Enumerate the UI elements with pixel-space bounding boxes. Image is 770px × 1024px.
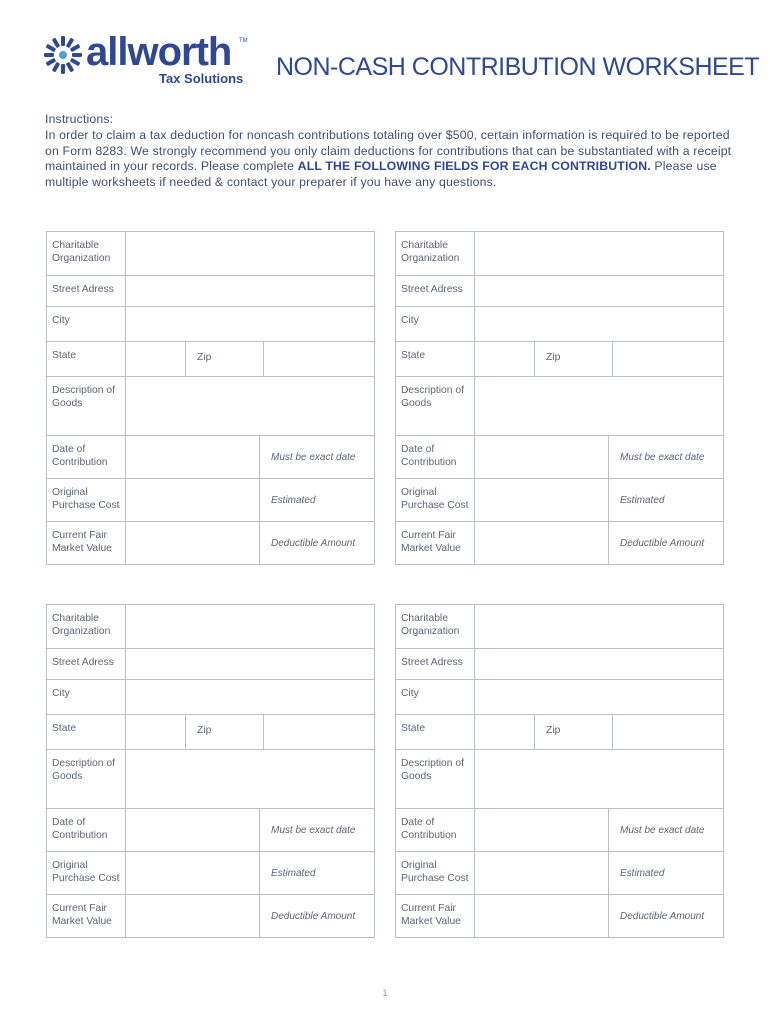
- page-title: NON-CASH CONTRIBUTION WORKSHEET: [276, 53, 760, 81]
- instructions-emphasis: ALL THE FOLLOWING FIELDS FOR EACH CONTRIBUTION.: [297, 159, 651, 174]
- row-description: [47, 750, 374, 809]
- street-field[interactable]: [126, 276, 374, 306]
- row-date: [47, 809, 374, 852]
- label-state: State: [396, 342, 475, 376]
- hint-fair-value: Deductible Amount: [620, 910, 705, 922]
- row-city: [396, 307, 723, 342]
- contribution-card-3: [46, 604, 375, 938]
- row-original-cost: [47, 852, 374, 895]
- row-state-zip: [396, 715, 723, 750]
- instructions-text: In order to claim a tax deduction for noncash contributions totaling over $500, certain information is required to be reported on Form 8283. We strongly recommend you only claim deductions for contributions that can be substantiated with a receipt maintained in your records. Please complete: [45, 127, 732, 174]
- label-charitable-org: Charitable Organization: [396, 605, 475, 648]
- state-field[interactable]: [126, 342, 186, 376]
- instructions-body: [45, 128, 735, 191]
- zip-field[interactable]: [613, 715, 723, 749]
- label-fair-value: Current Fair Market Value: [396, 895, 475, 937]
- row-date: [47, 436, 374, 479]
- label-charitable-org: Charitable Organization: [396, 232, 475, 275]
- label-description: Description of Goods: [47, 750, 126, 808]
- label-state: State: [47, 342, 126, 376]
- row-fair-value: [47, 522, 374, 564]
- label-city: City: [47, 680, 126, 714]
- row-charitable-org: [47, 605, 374, 649]
- hint-original-cost: Estimated: [620, 867, 665, 879]
- contribution-card-1: [46, 231, 375, 565]
- instructions: [45, 112, 735, 191]
- hint-fair-value: Deductible Amount: [271, 537, 356, 549]
- label-description: Description of Goods: [47, 377, 126, 435]
- row-fair-value: [396, 895, 723, 937]
- hint-fair-value: Deductible Amount: [271, 910, 356, 922]
- label-state: State: [396, 715, 475, 749]
- contribution-card-4: [395, 604, 724, 938]
- row-street: [47, 649, 374, 680]
- row-fair-value: [47, 895, 374, 937]
- label-street: Street Adress: [47, 649, 126, 679]
- label-fair-value: Current Fair Market Value: [47, 522, 126, 564]
- label-original-cost: Original Purchase Cost: [47, 479, 126, 521]
- label-original-cost: Original Purchase Cost: [396, 852, 475, 894]
- label-original-cost: Original Purchase Cost: [47, 852, 126, 894]
- row-city: [396, 680, 723, 715]
- sunburst-logo-icon: [43, 35, 83, 75]
- brand-trademark: TM: [239, 38, 248, 44]
- hint-original-cost: Estimated: [271, 494, 316, 506]
- label-date: Date of Contribution: [47, 436, 126, 478]
- street-field[interactable]: [475, 649, 723, 679]
- charitable-org-field[interactable]: [475, 232, 723, 275]
- row-date: [396, 809, 723, 852]
- row-state-zip: [47, 715, 374, 750]
- row-city: [47, 307, 374, 342]
- brand-logo: [43, 32, 258, 92]
- row-street: [396, 649, 723, 680]
- row-charitable-org: [47, 232, 374, 276]
- charitable-org-field[interactable]: [126, 232, 374, 275]
- label-zip: Zip: [186, 715, 264, 749]
- label-description: Description of Goods: [396, 750, 475, 808]
- row-description: [47, 377, 374, 436]
- description-field[interactable]: [126, 750, 374, 808]
- hint-fair-value: Deductible Amount: [620, 537, 705, 549]
- row-fair-value: [396, 522, 723, 564]
- page-number: 1: [382, 988, 388, 998]
- hint-original-cost: Estimated: [271, 867, 316, 879]
- label-date: Date of Contribution: [396, 809, 475, 851]
- label-street: Street Adress: [47, 276, 126, 306]
- fair-value-field[interactable]: [475, 895, 609, 937]
- row-state-zip: [47, 342, 374, 377]
- row-city: [47, 680, 374, 715]
- label-street: Street Adress: [396, 649, 475, 679]
- label-original-cost: Original Purchase Cost: [396, 479, 475, 521]
- street-field[interactable]: [126, 649, 374, 679]
- label-description: Description of Goods: [396, 377, 475, 435]
- state-field[interactable]: [126, 715, 186, 749]
- label-fair-value: Current Fair Market Value: [396, 522, 475, 564]
- fair-value-field[interactable]: [126, 895, 260, 937]
- zip-field[interactable]: [264, 342, 374, 376]
- hint-date: Must be exact date: [620, 824, 705, 836]
- state-field[interactable]: [475, 342, 535, 376]
- hint-date: Must be exact date: [620, 451, 705, 463]
- label-fair-value: Current Fair Market Value: [47, 895, 126, 937]
- instructions-text-end: Please use multiple worksheets if needed & contact your preparer if you have any questions.: [45, 159, 717, 190]
- row-original-cost: [47, 479, 374, 522]
- label-city: City: [47, 307, 126, 341]
- label-state: State: [47, 715, 126, 749]
- date-field[interactable]: [126, 436, 260, 478]
- hint-original-cost: Estimated: [620, 494, 665, 506]
- date-field[interactable]: [475, 436, 609, 478]
- label-zip: Zip: [535, 715, 613, 749]
- row-date: [396, 436, 723, 479]
- original-cost-field[interactable]: [475, 479, 609, 521]
- label-city: City: [396, 680, 475, 714]
- label-date: Date of Contribution: [396, 436, 475, 478]
- row-charitable-org: [396, 232, 723, 276]
- label-city: City: [396, 307, 475, 341]
- original-cost-field[interactable]: [475, 852, 609, 894]
- fair-value-field[interactable]: [475, 522, 609, 564]
- original-cost-field[interactable]: [126, 479, 260, 521]
- hint-date: Must be exact date: [271, 451, 356, 463]
- city-field[interactable]: [475, 680, 723, 714]
- label-zip: Zip: [186, 342, 264, 376]
- charitable-org-field[interactable]: [475, 605, 723, 648]
- row-state-zip: [396, 342, 723, 377]
- description-field[interactable]: [126, 377, 374, 435]
- row-street: [396, 276, 723, 307]
- label-zip: Zip: [535, 342, 613, 376]
- label-street: Street Adress: [396, 276, 475, 306]
- brand-name: allworth: [86, 30, 232, 74]
- original-cost-field[interactable]: [126, 852, 260, 894]
- row-description: [396, 750, 723, 809]
- label-date: Date of Contribution: [47, 809, 126, 851]
- label-charitable-org: Charitable Organization: [47, 605, 126, 648]
- city-field[interactable]: [126, 680, 374, 714]
- city-field[interactable]: [126, 307, 374, 341]
- zip-field[interactable]: [264, 715, 374, 749]
- brand-subtitle: Tax Solutions: [159, 71, 244, 86]
- instructions-heading: Instructions:: [45, 112, 114, 126]
- row-street: [47, 276, 374, 307]
- charitable-org-field[interactable]: [126, 605, 374, 648]
- city-field[interactable]: [475, 307, 723, 341]
- zip-field[interactable]: [613, 342, 723, 376]
- row-original-cost: [396, 479, 723, 522]
- label-charitable-org: Charitable Organization: [47, 232, 126, 275]
- row-description: [396, 377, 723, 436]
- contribution-card-2: [395, 231, 724, 565]
- hint-date: Must be exact date: [271, 824, 356, 836]
- row-charitable-org: [396, 605, 723, 649]
- fair-value-field[interactable]: [126, 522, 260, 564]
- row-original-cost: [396, 852, 723, 895]
- description-field[interactable]: [475, 750, 723, 808]
- description-field[interactable]: [475, 377, 723, 435]
- state-field[interactable]: [475, 715, 535, 749]
- date-field[interactable]: [126, 809, 260, 851]
- street-field[interactable]: [475, 276, 723, 306]
- date-field[interactable]: [475, 809, 609, 851]
